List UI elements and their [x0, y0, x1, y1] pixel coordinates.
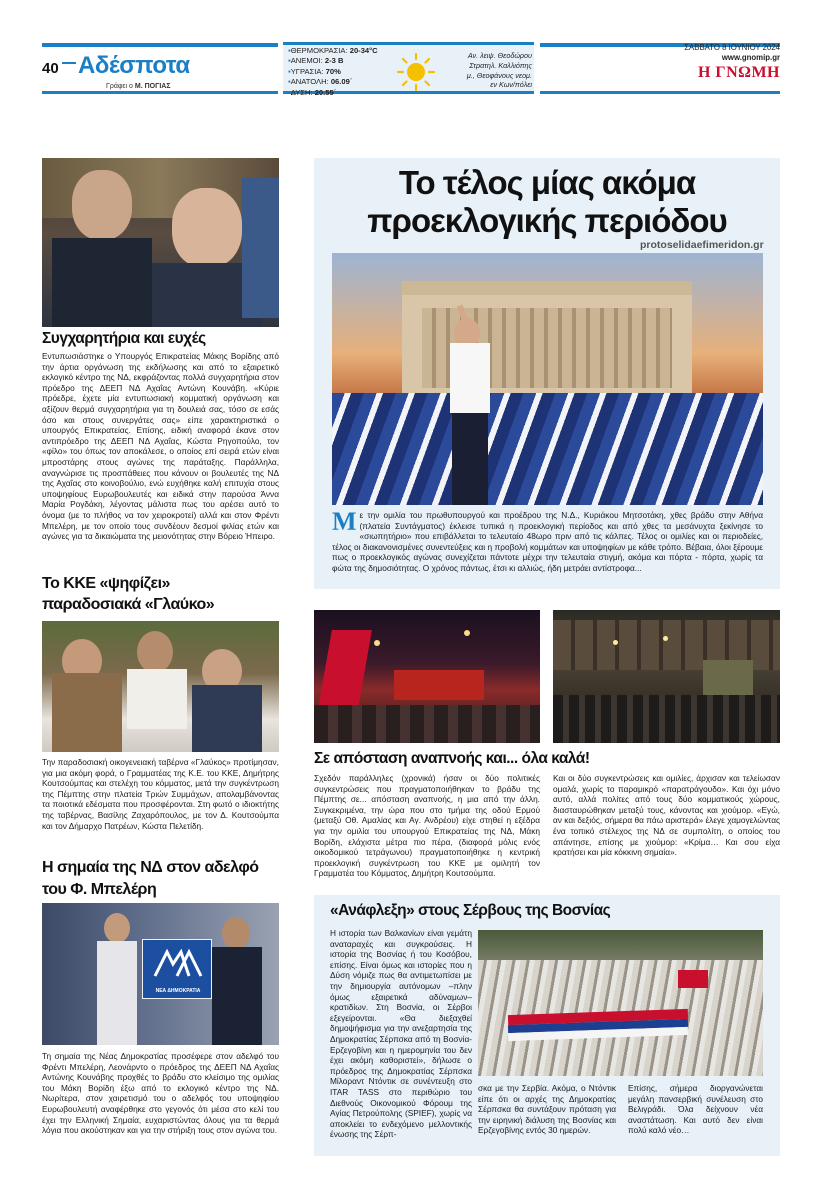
art4-col1: Σχεδόν παράλληλες (χρονικά) ήσαν οι δύο πολιτικές συγκεντρώσεις που πραγματοποιήθηκαν το βράδυ της Πέμπτης σε... απόσταση αναπνοής, η μια από την άλλη. Συγκεκριμένα, την ώρα που στο τμήμα της οδού Ερμού (μεταξύ Οθ. Αμαλίας και Αγ. Ανδρέου) είχε στηθεί η εξέδρα για την ομιλία του υπουργού Επικρατείας της ΝΔ, Μάκη Βορίδη, ελάχιστα μέτρα πιο πέρα, (διαφορά μόλις ενός οικοδομικού τετράγωνου) πραγματοποιήθηκε η κεντρική προεκλογική συγκέντρωση του ΚΚΕ με ομιλητή τον Γραμματέα του Κόμματος, Δημήτρη Κουτσούμπα.	[314, 773, 540, 879]
photo-nd-rally	[553, 610, 780, 743]
weather-humidity: ▪ΥΓΡΑΣΙΑ: 70%	[288, 66, 341, 76]
art3-body: Τη σημαία της Νέας Δημοκρατίας προσέφερε στον αδελφό του Φρέντι Μπελέρη, Λεονάρντο ο πρόεδρος της ΔΕΕΠ ΝΔ Αχαΐας Αντώνης Κουνάβης προχθές το βράδυ στο κλείσιμο της ομιλίας του Μάκη Βορίδη έξω από το εκλογικό κέντρο της ΝΔ. Νωρίτερα, στον χαιρετισμό του ο αδελφός του υποψηφίου Ευρωβουλευτή αναφέρθηκε στο γεγονός ότι μέσα στο κελί του έχει την Ελληνική Σημαία, ευχαριστώντας όλους για τα θερμά λόγια που ακούστηκαν και για την στήριξη τους στον αγώνα του.	[42, 1051, 279, 1136]
art5-col2: σκα με την Σερβία. Ακόμα, ο Ντόντικ είπε ότι οι αρχές της Δημοκρατίας Σέρπσκα θα συντάξουν πρόταση για την ειρηνική διάλυση της Βοσνίας και Ερζεγοβίνης εντός 30 ημερών.	[478, 1083, 616, 1136]
byline	[106, 83, 171, 90]
weather-temp: ▪ΘΕΡΜΟΚΡΑΣΙΑ: 20-34°C	[288, 46, 378, 55]
feature-title: Το τέλος μίας ακόμα προεκλογικής περιόδου	[367, 164, 727, 239]
byline-prefix: Γράφει ο	[106, 83, 133, 90]
feature-body: ε την ομιλία του πρωθυπουργού και προέδρου της Ν.Δ., Κυριάκου Μητσοτάκη, χθες βράδυ στην Αθήνα (πλατεία Συντάγματος) έκλεισε τυπικά η προεκλογική περίοδος και από χθες τα μεσάνυχτα ξεκίνησε το «σιωπητήριο» που επιβάλλεται το τελευταίο 48ωρο πριν από τις κάλπες. Τέλος οι ομιλίες και οι περιοδείες, τέλος οι διακανονισμένες συνεντεύξεις και η προβολή κομμάτων και υποψηφίων με κάθε τρόπο. Βέβαια, όλοι ξέρουμε πως ο προεκλογικός αγώνας συνεχίζεται πάντοτε μέχρι την τελευταία στιγμή, ακόμα και πόρτα - πόρτα, χωρίς τα φώτα της δημοσιότητας. Ο χρόνος πάντως, έτσι κι αλλιώς, ήδη μετράει αντίστροφα...	[332, 510, 763, 573]
section-dash	[62, 62, 76, 64]
feature-body-wrap	[332, 507, 763, 574]
art1-title: Συγχαρητήρια και ευχές	[42, 330, 206, 347]
feature-dropcap: Μ	[332, 507, 357, 536]
sun-icon	[396, 52, 436, 92]
art3-title: Η σημαία της ΝΔ στον αδελφό του Φ. Μπελέρη	[42, 859, 259, 898]
photo-kke-rally	[314, 610, 540, 743]
weather-sunset: ▪ΔΥΣΗ: 20.55΄	[288, 87, 337, 97]
photo-voridis-audience	[42, 158, 279, 327]
website-link[interactable]: www.gnomip.gr	[721, 53, 780, 62]
weather-wind: ▪ΑΝΕΜΟΙ: 2-3 Β	[288, 56, 344, 66]
page-number: 40	[42, 60, 59, 77]
art5-col3: Επίσης, σήμερα διοργανώνεται μεγάλη πανσερβική συνέλευση στο Βελιγράδι. Όλα δείχνουν νέα αναστάτωση. Και αυτό δεν είναι πολύ καλό νέο…	[628, 1083, 763, 1136]
photo-serbian-protest	[478, 930, 763, 1076]
weather-sunrise: ▪ΑΝΑΤΟΛΗ: 06.09΄	[288, 77, 353, 87]
art2-body: Την παραδοσιακή οικογενειακή ταβέρνα «Γλαύκος» προτίμησαν, για μια ακόμη φορά, ο Γραμματέας της Κ.Ε. του ΚΚΕ, Δημήτρης Κουτσούμπας και στελέχη του κόμματος, μετά την συγκέντρωση της Πέμπτης στην πλατεία Τριών Συμμάχων, απολαμβάνοντας τα ποιοτικά εδέσματα που προσφέρονται. Στη φωτό ο ιδιοκτήτης της ταβέρνας, Βασίλης Ζαχαρόπουλος, με τον Δ. Κουτσούμπα και τον Δήμαρχο Πατρέων, Κώστα Πελετίδη.	[42, 757, 279, 831]
watermark: protoselidaefimeridon.gr	[640, 239, 764, 251]
issue-date: ΣΑΒΒΑΤΟ 8 ΙΟΥΝΙΟΥ 2024	[684, 43, 780, 52]
art5-col1: Η ιστορία των Βαλκανίων είναι γεμάτη αναταραχές και συγκρούσεις. Η ιστορία της Βοσνίας ή του Κοσόβου, επίσης. Είναι όμως και ιστορίες που η Δύση νόμιζε πως θα αντιμετωπίσει με την δημιουργία αυτόνομων –πλην όμως εξαιρετικά αδύναμων– κρατιδίων. Στη Βοσνία, οι Σέρβοι εξεγείρονται. «Θα διεξαχθεί δημοψήφισμα για την ανεξαρτησία της Δημοκρατίας Σέρπσκα από τη Βοσνία-Ερζεγοβίνη και η ημερομηνία του δεν έχει ακόμη καθοριστεί», δήλωσε ο πρόεδρος της Δημοκρατίας Σέρπσκα Μίλοραντ Ντόντικ σε συνέντευξη στο ITAR TASS στο περιθώριο του Διεθνούς Οικονομικού Φόρουμ της Αγίας Πετρούπολης (SPIEF), χωρίς να αποκλείει το ενδεχόμενο μελλοντικής ένωσης της Σέρπ-	[330, 928, 472, 1140]
weather-list	[288, 46, 398, 98]
header-rule-left	[42, 43, 278, 47]
photo-glafkos-taverna	[42, 621, 279, 752]
saints-of-day: Αν. λειψ. Θεοδώρου Στρατηλ. Καλλιόπης μ., Θεοφάνους νεομ. εν Κων/πόλει	[466, 51, 532, 90]
header-rule-right-bottom	[540, 91, 780, 94]
art1-body: Εντυπωσιάστηκε ο Υπουργός Επικρατείας Μάκης Βορίδης από την άρτια οργάνωση της εκδήλωσης και από το εξαιρετικό εκλογικό κέντρο της ΝΔ, εκφράζοντας πολλά συγχαρητήρια στον πρόεδρο της ΔΕΕΠ ΝΔ Αχαΐας Αντώνη Κουνάβη. «Κύριε πρόεδρε, έχετε μία εντυπωσιακή κομματική οργάνωση και αξίζουν θερμά συγχαρητήρια για τη δουλειά σας, τόσο σε εσάς όσο και στους συνεργάτες σας» είπε χαρακτηριστικά ο υπουργός Επικρατείας. Επίσης, ειδική αναφορά έκανε στον αντιπρόεδρο της ΔΕΕΠ ΝΔ Αχαΐας, Κώστα Ρηγοπούλο, τον «φίλο» του όπως τον αποκάλεσε, ο οποίος επί σειρά ετών είναι μπροστάρης στους αγώνες της παράταξης. Παράλληλα, αναγνώρισε τις προσπάθειες που κάνουν οι βουλευτές της ΝΔ της Αχαΐας στο κοινοβούλιο, ενώ ευχήθηκε καλή επιτυχία στους υποψηφίους Ευρωβουλευτές και ειδικά στην παρούσα Άννα Μαρία Ρογδάκη, λέγοντας μάλιστα πως του αρέσει αυτό το όνομα (με το πλήθος να τον χειροκροτεί) αλλά και στον Φρέντι Μπελέρη, με τον οποίο τους συνδέουν δεσμοί φιλίας ετών και αγώνες για τα δικαιώματα της μειονότητας στην Βόρειο Ήπειρο.	[42, 351, 279, 542]
newspaper-logo: Η ΓΝΩΜΗ	[697, 64, 780, 81]
art2-title: Το ΚΚΕ «ψηφίζει» παραδοσιακά «Γλαύκο»	[42, 575, 215, 613]
section-title: Αδέσποτα	[78, 52, 190, 79]
art4-title: Σε απόσταση αναπνοής και... όλα καλά!	[314, 750, 590, 767]
nd-flag: ΝΕΑ ΔΗΜΟΚΡΑΤΙΑ	[142, 939, 212, 999]
art5-title: «Ανάφλεξη» στους Σέρβους της Βοσνίας	[330, 902, 611, 919]
photo-nd-flag-handover	[42, 903, 279, 1045]
photo-mitsotakis-syntagma	[332, 253, 763, 505]
art4-col2: Και οι δύο συγκεντρώσεις και ομιλίες, άρχισαν και τελείωσαν ομαλά, χωρίς το παραμικρό «παρατράγουδο». Και όχι μόνο αυτό, αλλά πολίτες από τους δύο κομματικούς χώρους, διασταυρώθηκαν μεταξύ τους, κάνοντας και χιούμορ. «Εγώ, αν και δεξιός, σήμερα θα πάω αριστερά» έλεγε χαμογελώντας ένα τοπικό στέλεχος της ΝΔ σε συμπολίτη, ο οποίος του απάντησε, επίσης με χιούμορ: «Κρίμα… Και σου είχα κρατήσει και μία κόκκινη σημαία».	[553, 773, 780, 858]
byline-name: Μ. ΠΟΓΙΑΣ	[134, 83, 171, 90]
header-rule-left-bottom	[42, 91, 278, 94]
